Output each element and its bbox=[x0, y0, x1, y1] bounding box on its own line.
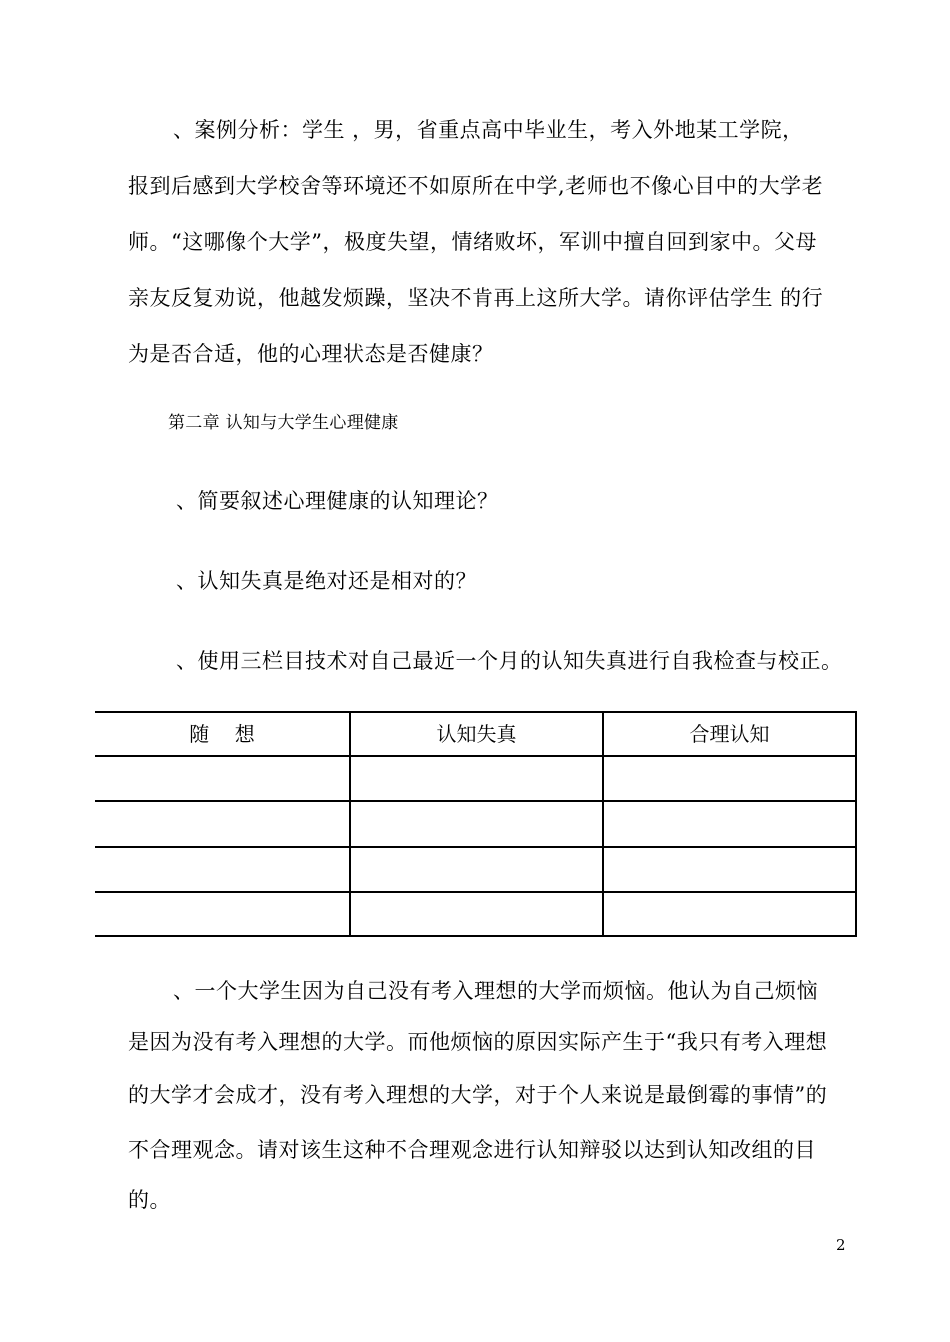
table-cell bbox=[95, 802, 349, 845]
case-analysis-line: 师。“这哪像个大学”，极度失望，情绪败坏，军训中擅自回到家中。父母 bbox=[128, 230, 817, 254]
table-cell bbox=[351, 893, 602, 936]
table-cell bbox=[95, 757, 349, 800]
case-analysis-line: 报到后感到大学校舍等环境还不如原所在中学,老师也不像心目中的大学老 bbox=[128, 174, 824, 198]
question-item: 、使用三栏目技术对自己最近一个月的认知失真进行自我检查与校正。 bbox=[176, 649, 843, 673]
table-cell bbox=[604, 757, 855, 800]
table-cell bbox=[351, 848, 602, 891]
scenario-line: 的。 bbox=[128, 1188, 171, 1212]
table-cell bbox=[604, 893, 855, 936]
table-header-cognitive-distortion: 认知失真 bbox=[436, 722, 517, 746]
table-top-border bbox=[95, 711, 856, 713]
case-analysis-line: 为是否合适，他的心理状态是否健康？ bbox=[128, 342, 494, 366]
case-analysis-line: 、案例分析：学生 ，男，省重点高中毕业生，考入外地某工学院， bbox=[173, 118, 804, 142]
scenario-line: 、一个大学生因为自己没有考入理想的大学而烦恼。他认为自己烦恼 bbox=[173, 979, 818, 1003]
table-right-border bbox=[855, 711, 857, 937]
case-analysis-line: 亲友反复劝说，他越发烦躁，坚决不肯再上这所大学。请你评估学生 的行 bbox=[128, 286, 824, 310]
question-item: 、认知失真是绝对还是相对的？ bbox=[176, 569, 477, 593]
table-cell bbox=[604, 848, 855, 891]
page-number: 2 bbox=[836, 1236, 846, 1254]
table-cell bbox=[95, 848, 349, 891]
chapter-heading: 第二章 认知与大学生心理健康 bbox=[168, 413, 399, 433]
table-cell bbox=[95, 893, 349, 936]
three-column-table bbox=[95, 711, 858, 937]
scenario-line: 不合理观念。请对该生这种不合理观念进行认知辩驳以达到认知改组的目 bbox=[128, 1138, 816, 1162]
scenario-line: 的大学才会成才，没有考入理想的大学，对于个人来说是最倒霉的事情”的 bbox=[128, 1083, 828, 1107]
table-header-rational-cognition: 合理认知 bbox=[689, 722, 770, 746]
scenario-line: 是因为没有考入理想的大学。而他烦恼的原因实际产生于“我只有考入理想 bbox=[128, 1030, 828, 1054]
table-cell bbox=[604, 802, 855, 845]
table-cell bbox=[351, 802, 602, 845]
question-item: 、简要叙述心理健康的认知理论？ bbox=[176, 489, 499, 513]
table-cell bbox=[351, 757, 602, 800]
table-header-random-thoughts: 随 想 bbox=[189, 722, 255, 746]
